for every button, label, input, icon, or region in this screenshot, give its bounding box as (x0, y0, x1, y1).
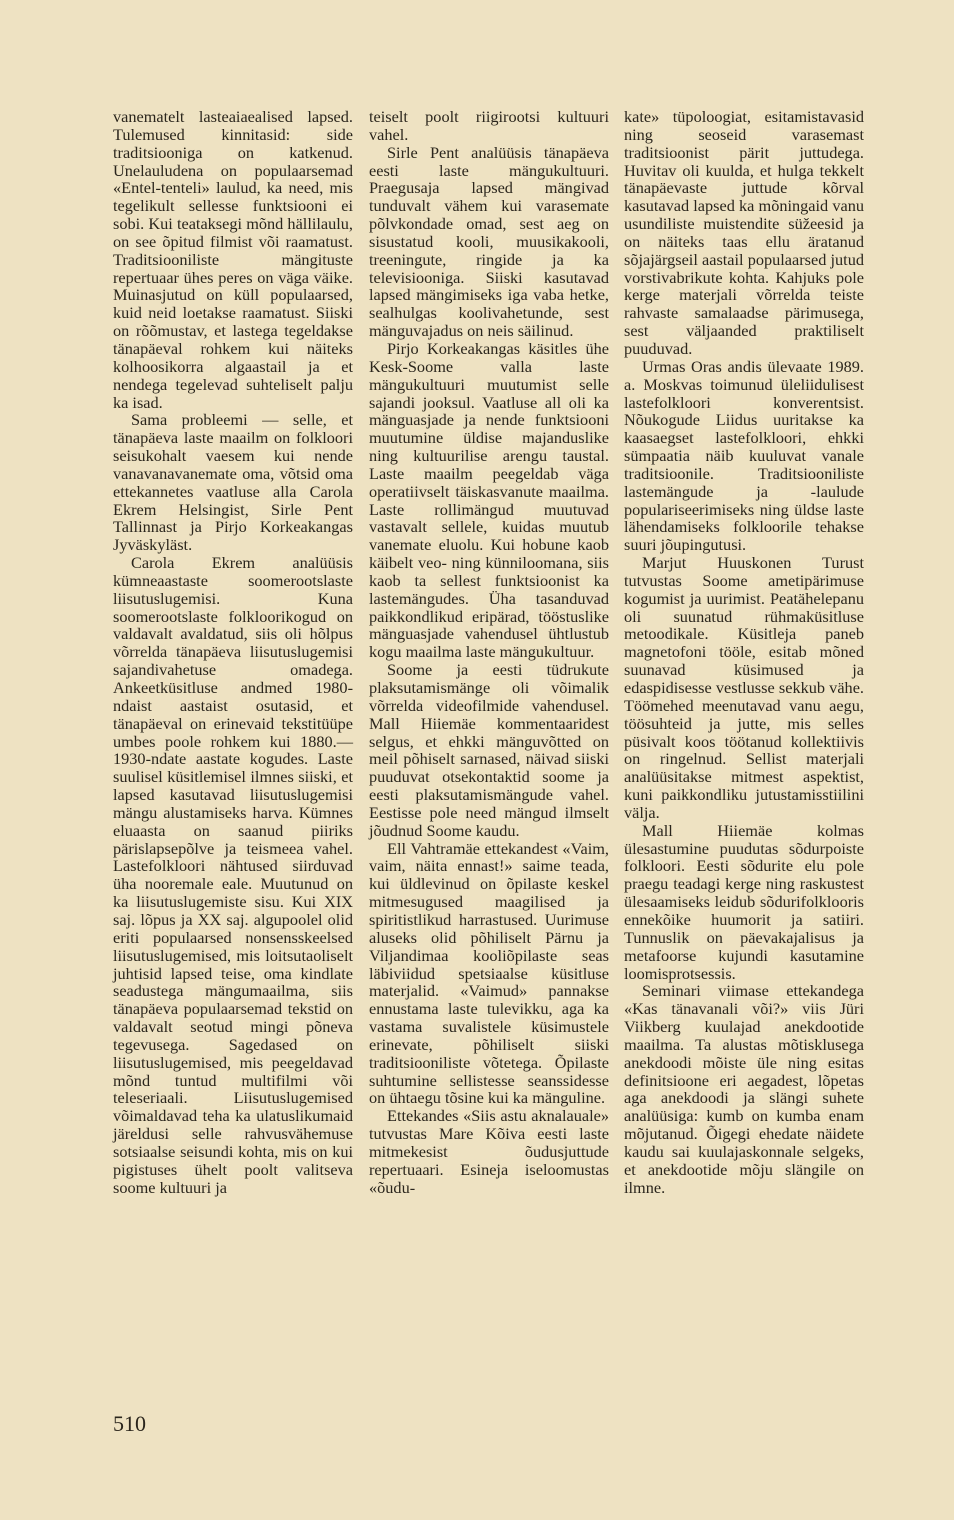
paragraph: Mall Hiiemäe kolmas ülesastumine puudutas sõdurpoiste folkloori. Eesti sõdurite elu pole praegu teadagi kerge ning raskustest ülesaamiseks leidub sõdurifolklooris ennekõike huumorit ja satiiri. Tunnuslik on päevakajalisus ja metafoorse kujundi kasutamine loomisprotsessis. (624, 820, 864, 983)
page-number: 510 (113, 1411, 146, 1436)
paragraph: Seminari viimase ettekandega «Kas tänavanali või?» viis Jüri Viikberg kuulajad anekdootide maailma. Ta alustas mõtisklusega anekdoodi mõiste üle ning esitas definitsioone eri aegadest, lõpetas aga anekdoodi ja slängi suhete analüüsiga: kumb on kumba enam mõjutanud. Õigegi ehedate näidete kaudu sai kuulajaskonnale selgeks, et anekdootide mõju slängile on ilmne. (624, 981, 864, 1197)
paragraph: Ell Vahtramäe ettekandest «Vaim, vaim, näita ennast!» saime teada, kui üldlevinud on õpilaste keskel mitmesugused maagilised ja spiritistlikud harrastused. Uurimuse aluseks olid põhiliselt Pärnu ja Viljandimaa kooliõpilaste seas läbiviidud spetsiaalse küsitluse materjalid. «Vaimud» pannakse ennustama laste tulevikku, aga ka vastama suvalistele küsimustele erinevate, põhiliselt siiski traditsiooniliste võtetega. Õpilaste suhtumine sellistesse seanssidesse on ühtaegu tõsine kui ka mänguline. (369, 838, 609, 1108)
paragraph: Soome ja eesti tüdrukute plaksutamismänge oli võimalik võrrelda videofilmide vahendusel. Mall Hiiemäe kommentaaridest selgus, et ehkki mänguvõtted on meil põhiselt sarnased, näivad siiski puuduvat otsekontaktid soome ja eesti plaksutamismängude vahel. Eestisse pole need mängud ilmselt jõudnud Soome kaudu. (369, 660, 609, 840)
paragraph: Marjut Huuskonen Turust tutvustas Soome ametipärimuse kogumist ja uurimist. Peatähelepanu oli suunatud rühmaküsitluse metoodikale. Küsitleja paneb magnetofoni tööle, esitab mõned suunavad küsimused ja edaspidisesse vestlusse sekkub vähe. Töömehed meenutavad vanu aegu, töösuhteid ja jutte, mis selles püsivalt koos töötanud kollektiivis on ringelnud. Sellist materjali analüüsitakse mitmest aspektist, kuni paikkondliku jutustamisstiilini välja. (624, 553, 864, 822)
paragraph: kate» tüpoloogiat, esitamistavasid ning seoseid varasemast traditsioonist pärit juttudega. Huvitav oli kuulda, et hulga tekkelt tänapäevaste juttude kõrval kasutavad lapsed ka mõningaid vanu usundiliste muistendite süžeesid ja on näiteks taas ellu äratanud sõjajärgseil aastail populaarsed jutud vorstivabrikute kohta. Kahjuks pole kerge materjali võrrelda teiste rahvaste samalaadse pärimusega, sest väljaanded praktiliselt puuduvad. (624, 107, 864, 358)
paragraph: Sama probleemi — selle, et tänapäeva laste maailm on folkloori seisukohalt vaesem kui nende vanavanavanemate oma, võtsid oma ettekannetes vaatluse alla Carola Ekrem Helsingist, Sirle Pent Tallinnast ja Pirjo Korkeakangas Jyväskyläst. (113, 410, 353, 555)
text-column-1 (113, 108, 353, 1196)
paragraph: vanematelt lasteaiaealised lapsed. Tulemused kinnitasid: side traditsiooniga on katkenud. Unelauludena on populaarsemad «Entel-tenteli» laulud, ka need, mis tegelikult sellesse funktsiooni ei sobi. Kui teataksegi mõnd hällilaulu, on see õpitud filmist või raamatust. Traditsiooniliste mängituste repertuaar ühes peres on väga väike. Muinasjutud on küll populaarsed, kuid neid loetakse raamatust. Siiski on rõõmustav, et lastega tegeldakse tänapäeval rohkem kui näiteks kolhoosikorra algaastail ja et nendega tegelevad suhteliselt palju ka isad. (113, 107, 353, 412)
paragraph: Carola Ekrem analüüsis kümneaastaste soomerootslaste liisutuslugemisi. Kuna soomerootslaste folkloorikogud on valdavalt avaldatud, siis oli hõlpus võrrelda tänapäeva liisutuslugemisi sajandivahetuse omadega. Ankeetküsitluse andmed 1980-ndaist aastaist osutasid, et tänapäeval on erinevaid tekstitüüpe umbes poole rohkem kui 1880.—1930-ndate aastate kogudes. Laste suulisel küsitlemisel ilmnes siiski, et lapsed kasutavad liisutuslugemisi mängu alustamiseks harva. Kümnes eluaasta on saanud piiriks pärislapsepõlve ja teismeea vahel. Lastefolkloori nähtused siirduvad üha nooremale eale. Muutunud on ka liisutuslugemiste sisu. Kui XIX saj. lõpus ja XX saj. algupoolel olid eriti populaarsed nonsensskeelsed liisutuslugemised, mis loitsutaoliselt juhtisid lapsed teise, oma kindlate seadustega mängumaailma, siis tänapäeva populaarsemad tekstid on valdavalt seotud mingi põneva tegevusega. Sagedased on liisutuslugemised, mis peegeldavad mõnd tuntud multifilmi või teleseriaali. Liisutuslugemised võimaldavad teha ka ulatuslikumaid järeldusi selle rahvusvähemuse sotsiaalse seisundi kohta, mis on kui pigistuses ühelt poolt valitseva soome kultuuri ja (113, 553, 353, 1197)
paragraph: Ettekandes «Siis astu aknalauale» tutvustas Mare Kõiva eesti laste mitmekesist õudusjuttude repertuaari. Esineja iseloomustas «õudu- (369, 1106, 609, 1197)
paragraph: Pirjo Korkeakangas käsitles ühe Kesk-Soome valla laste mängukultuuri muutumist selle sajandi jooksul. Vaatluse all oli ka mänguasjade ja nende funktsiooni muutumine üldise majanduslike ning kultuurilise arengu taustal. Laste maailm peegeldab väga operatiivselt täiskasvanute maailma. Laste rollimängud muutuvad vastavalt sellele, kuidas muutub vanemate eluolu. Kui hobune kaob käibelt veo- ning künniloomana, siis kaob ta sellest funktsioonist ka lastemängudes. Üha tasanduvad paikkondlikud eripärad, tööstuslike mänguasjade vahendusel ühtlustub kogu maailma laste mängukultuur. (369, 338, 609, 662)
text-column-2 (369, 108, 609, 1196)
paragraph: teiselt poolt riigirootsi kultuuri vahel. (369, 107, 609, 144)
paragraph: Urmas Oras andis ülevaate 1989. a. Moskvas toimunud üleliidulisest lastefolkloori konverentsist. Nõukogude Liidus uuritakse ka kaasaegset lastefolkloori, ehkki sümpaatia näib kuuluvat vanale traditsioonile. Traditsiooniliste lastemängude ja -laulude populariseerimiseks ning üldse laste lähendamiseks folkloorile tehakse suuri jõupingutusi. (624, 356, 864, 555)
paragraph: Sirle Pent analüüsis tänapäeva eesti laste mängukultuuri. Praegusaja lapsed mängivad tunduvalt vähem kui varasemate põlvkondade omad, sest aeg on sisustatud kooli, muusikakooli, treeningute, ringide ja ka televisiooniga. Siiski kasutavad lapsed mängimiseks iga vaba hetke, sealhulgas koolivahetunde, sest mänguvajadus on neis säilinud. (369, 142, 609, 341)
text-column-3 (624, 108, 864, 1196)
